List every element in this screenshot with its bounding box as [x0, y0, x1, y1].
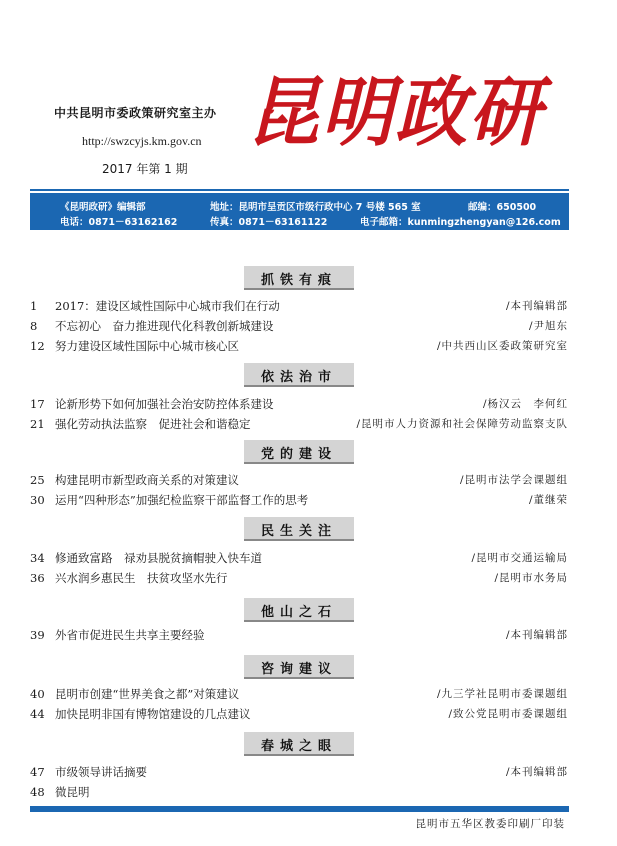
- section-header: [244, 517, 354, 541]
- toc-entry[interactable]: [30, 763, 570, 781]
- page-number: 8: [30, 319, 38, 333]
- article-author: /本刊编辑部: [505, 766, 568, 778]
- article-title: 努力建设区域性国际中心城市核心区: [55, 339, 239, 353]
- section-title: 春城之眼: [260, 739, 337, 754]
- section-title: 依法治市: [260, 370, 337, 385]
- article-author: /致公党昆明市委课题组: [448, 708, 568, 720]
- section-title: 咨询建议: [260, 662, 337, 677]
- page-number: 39: [30, 628, 45, 642]
- email-text[interactable]: 电子邮箱：kunmingzhengyan@126.com: [360, 217, 561, 228]
- section-header: [244, 655, 354, 679]
- page-number: 34: [30, 551, 45, 565]
- article-title: 强化劳动执法监察 促进社会和谐稳定: [55, 417, 251, 431]
- section-title: 党的建设: [260, 447, 337, 462]
- toc-entry[interactable]: [30, 783, 570, 801]
- article-author: /昆明市法学会课题组: [459, 474, 568, 486]
- section-header: [244, 440, 354, 464]
- page-number: 30: [30, 493, 45, 507]
- article-title: 微昆明: [55, 785, 90, 799]
- toc-entry[interactable]: [30, 549, 570, 567]
- article-title: 昆明市创建“世界美食之都”对策建议: [55, 687, 240, 701]
- article-title: 运用“四种形态”加强纪检监察干部监督工作的思考: [55, 493, 309, 507]
- page-number: 21: [30, 417, 45, 431]
- sponsor-text: 中共昆明市委政策研究室主办: [54, 106, 217, 120]
- article-author: /本刊编辑部: [505, 300, 568, 312]
- editorial-info-bar: [30, 193, 569, 230]
- page-number: 47: [30, 765, 45, 779]
- postcode-text: 邮编：650500: [468, 202, 537, 213]
- printer-credit: 昆明市五华区教委印刷厂印装: [415, 818, 565, 830]
- page-number: 48: [30, 785, 45, 799]
- toc-entry[interactable]: [30, 705, 570, 723]
- section-title: 抓铁有痕: [260, 273, 337, 288]
- article-author: /昆明市人力资源和社会保障劳动监察支队: [356, 418, 568, 430]
- phone-text: 电话：0871－63162162: [60, 217, 178, 228]
- article-title: 论新形势下如何加强社会治安防控体系建设: [55, 397, 274, 411]
- toc-entry[interactable]: [30, 569, 570, 587]
- toc-entry[interactable]: [30, 471, 570, 489]
- toc-entry[interactable]: [30, 626, 570, 644]
- section-header: [244, 363, 354, 387]
- article-title: 外省市促进民生共享主要经验: [55, 628, 205, 642]
- article-author: /昆明市交通运输局: [471, 552, 568, 564]
- page-number: 12: [30, 339, 45, 353]
- article-title: 兴水润乡惠民生 扶贫攻坚水先行: [55, 571, 228, 585]
- toc-entry[interactable]: [30, 395, 570, 413]
- section-header: [244, 732, 354, 756]
- article-author: /本刊编辑部: [505, 629, 568, 641]
- article-author: /董继荣: [528, 494, 568, 506]
- masthead-logo: 昆明政研: [247, 66, 544, 157]
- article-author: /尹旭东: [528, 320, 568, 332]
- toc-entry[interactable]: [30, 415, 570, 433]
- section-title: 民生关注: [260, 524, 337, 539]
- toc-entry[interactable]: [30, 685, 570, 703]
- toc-entry[interactable]: [30, 491, 570, 509]
- page-number: 17: [30, 397, 45, 411]
- article-author: /中共西山区委政策研究室: [436, 340, 568, 352]
- toc-entry[interactable]: [30, 317, 570, 335]
- article-title: 市级领导讲话摘要: [55, 765, 147, 779]
- page-number: 44: [30, 707, 45, 721]
- section-header: [244, 266, 354, 290]
- toc-entry[interactable]: [30, 297, 570, 315]
- toc-entry[interactable]: [30, 337, 570, 355]
- page-number: 40: [30, 687, 45, 701]
- article-title: 加快昆明非国有博物馆建设的几点建议: [55, 707, 251, 721]
- page-number: 36: [30, 571, 45, 585]
- section-header: [244, 598, 354, 622]
- article-author: /九三学社昆明市委课题组: [436, 688, 568, 700]
- fax-text: 传真：0871－63161122: [210, 217, 328, 228]
- editorial-label: 《昆明政研》编辑部: [60, 202, 146, 213]
- article-title: 构建昆明市新型政商关系的对策建议: [55, 473, 239, 487]
- article-title: 修通致富路 禄劝县脱贫摘帽驶入快车道: [55, 551, 262, 565]
- article-author: /杨汉云 李何红: [482, 398, 568, 410]
- article-title: 不忘初心 奋力推进现代化科教创新城建设: [55, 319, 274, 333]
- footer-bar: [30, 806, 569, 812]
- section-title: 他山之石: [260, 605, 337, 620]
- issue-number: 2017 年第 1 期: [102, 162, 188, 176]
- article-title: 2017：建设区域性国际中心城市我们在行动: [55, 299, 280, 313]
- website-link[interactable]: http://swzcyjs.km.gov.cn: [82, 134, 202, 148]
- article-author: /昆明市水务局: [494, 572, 568, 584]
- page-number: 1: [30, 299, 38, 313]
- address-text: 地址：昆明市呈贡区市级行政中心 7 号楼 565 室: [210, 202, 421, 213]
- top-rule: [30, 189, 569, 191]
- page-number: 25: [30, 473, 45, 487]
